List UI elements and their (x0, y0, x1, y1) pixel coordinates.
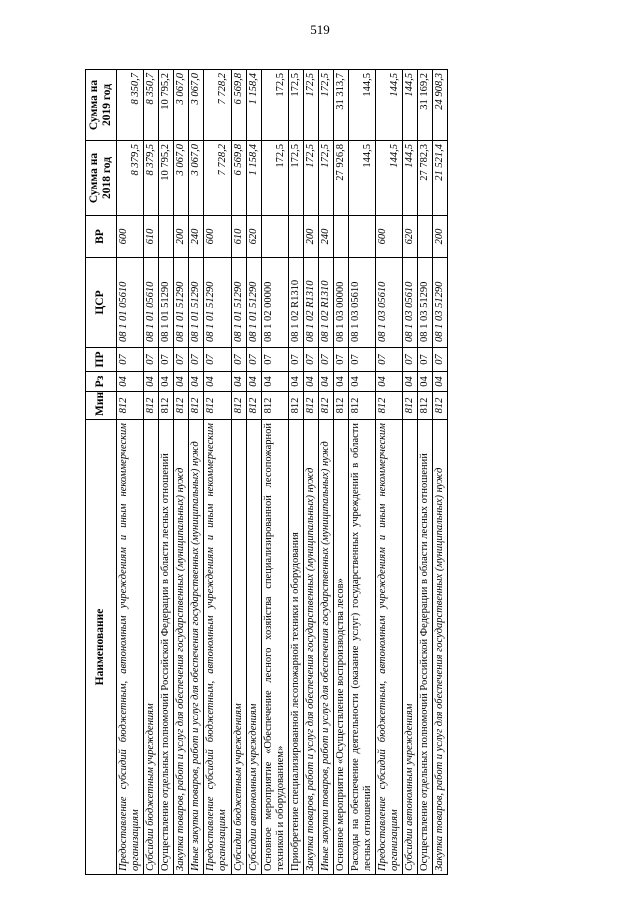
cell-csr: 08 1 02 R1310 (318, 258, 333, 348)
cell-vr: 240 (189, 216, 204, 258)
cell-csr: 08 1 03 51290 (418, 258, 433, 348)
cell-vr (261, 216, 288, 258)
cell-sum-2019: 31 169,2 (418, 70, 433, 141)
header-rz: Рз (86, 372, 117, 392)
table-row (376, 70, 403, 875)
cell-pr: 07 (418, 348, 433, 372)
cell-csr: 08 1 03 51290 (433, 258, 448, 348)
cell-name: Закупка товаров, работ и услуг для обеспечения государственных (муниципальных) нужд (303, 420, 318, 875)
cell-min: 812 (288, 392, 303, 420)
table-row (288, 70, 303, 875)
cell-sum-2018: 7 728,2 (204, 141, 231, 216)
cell-pr: 07 (303, 348, 318, 372)
table-row (333, 70, 348, 875)
cell-sum-2018: 10 795,2 (159, 141, 174, 216)
cell-pr: 07 (376, 348, 403, 372)
cell-sum-2018: 3 067,0 (174, 141, 189, 216)
cell-vr: 620 (403, 216, 418, 258)
cell-csr: 08 1 01 05610 (144, 258, 159, 348)
cell-vr: 240 (318, 216, 333, 258)
cell-sum-2019: 3 067,0 (189, 70, 204, 141)
cell-pr: 07 (261, 348, 288, 372)
cell-rz: 04 (144, 372, 159, 392)
cell-vr: 610 (144, 216, 159, 258)
cell-min: 812 (261, 392, 288, 420)
cell-sum-2018: 144,5 (376, 141, 403, 216)
cell-name: Осуществление отдельных полномочий Российской Федерации в области лесных отношений (159, 420, 174, 875)
cell-sum-2019: 24 908,3 (433, 70, 448, 141)
cell-csr: 08 1 02 R1310 (288, 258, 303, 348)
cell-vr: 600 (376, 216, 403, 258)
cell-rz: 04 (231, 372, 246, 392)
cell-vr (288, 216, 303, 258)
cell-rz: 04 (418, 372, 433, 392)
cell-pr: 07 (159, 348, 174, 372)
cell-name: Субсидии автономным учреждениям (246, 420, 261, 875)
cell-rz: 04 (376, 372, 403, 392)
cell-sum-2019: 6 569,8 (231, 70, 246, 141)
table-row (204, 70, 231, 875)
cell-sum-2019: 3 067,0 (174, 70, 189, 141)
cell-rz: 04 (433, 372, 448, 392)
cell-sum-2019: 8 350,7 (117, 70, 144, 141)
cell-name: Основное мероприятие «Осуществление воспроизводства лесов» (333, 420, 348, 875)
cell-pr: 07 (246, 348, 261, 372)
cell-min: 812 (144, 392, 159, 420)
cell-csr: 08 1 03 05610 (349, 258, 376, 348)
cell-pr: 07 (144, 348, 159, 372)
cell-min: 812 (333, 392, 348, 420)
cell-min: 812 (418, 392, 433, 420)
cell-vr (418, 216, 433, 258)
cell-pr: 07 (174, 348, 189, 372)
cell-vr (349, 216, 376, 258)
cell-sum-2019: 172,5 (318, 70, 333, 141)
cell-vr (159, 216, 174, 258)
table-row (117, 70, 144, 875)
cell-name: Предоставление субсидий бюджетным, автономным учреждениям и иным некоммерческим организациям (117, 420, 144, 875)
cell-sum-2019: 1 158,4 (246, 70, 261, 141)
table-row (246, 70, 261, 875)
cell-sum-2019: 31 313,7 (333, 70, 348, 141)
budget-table (85, 69, 448, 875)
cell-rz: 04 (117, 372, 144, 392)
cell-sum-2019: 7 728,2 (204, 70, 231, 141)
cell-min: 812 (231, 392, 246, 420)
cell-vr (333, 216, 348, 258)
cell-csr: 08 1 01 51290 (159, 258, 174, 348)
rotated-table-container (85, 70, 623, 875)
cell-sum-2018: 8 379,5 (117, 141, 144, 216)
cell-rz: 04 (318, 372, 333, 392)
cell-name: Расходы на обеспечение деятельности (оказание услуг) государственных учреждений в области лесных отношений (349, 420, 376, 875)
cell-rz: 04 (174, 372, 189, 392)
cell-sum-2018: 172,5 (261, 141, 288, 216)
cell-rz: 04 (403, 372, 418, 392)
cell-sum-2019: 8 350,7 (144, 70, 159, 141)
table-row (303, 70, 318, 875)
cell-name: Осуществление отдельных полномочий Российской Федерации в области лесных отношений (418, 420, 433, 875)
cell-pr: 07 (433, 348, 448, 372)
cell-csr: 08 1 03 05610 (376, 258, 403, 348)
cell-name: Предоставление субсидий бюджетным, автономным учреждениям и иным некоммерческим организациям (376, 420, 403, 875)
cell-pr: 07 (204, 348, 231, 372)
cell-sum-2018: 144,5 (403, 141, 418, 216)
cell-vr: 620 (246, 216, 261, 258)
cell-vr: 600 (204, 216, 231, 258)
cell-vr: 600 (117, 216, 144, 258)
cell-min: 812 (403, 392, 418, 420)
table-row (418, 70, 433, 875)
cell-sum-2018: 172,5 (288, 141, 303, 216)
cell-min: 812 (204, 392, 231, 420)
cell-name: Субсидии бюджетным учреждениям (231, 420, 246, 875)
cell-name: Субсидии автономным учреждениям (403, 420, 418, 875)
cell-name: Закупка товаров, работ и услуг для обеспечения государственных (муниципальных) нужд (433, 420, 448, 875)
cell-vr: 610 (231, 216, 246, 258)
table-row (318, 70, 333, 875)
header-name: Наименование (86, 420, 117, 875)
table-row (174, 70, 189, 875)
table-row (261, 70, 288, 875)
table-row (189, 70, 204, 875)
cell-name: Основное мероприятие «Обеспечение лесного хозяйства специализированной лесопожарной техникой и оборудованием» (261, 420, 288, 875)
cell-sum-2018: 3 067,0 (189, 141, 204, 216)
cell-sum-2019: 144,5 (349, 70, 376, 141)
cell-csr: 08 1 01 51290 (174, 258, 189, 348)
cell-min: 812 (433, 392, 448, 420)
cell-pr: 07 (318, 348, 333, 372)
cell-pr: 07 (189, 348, 204, 372)
cell-sum-2018: 8 379,5 (144, 141, 159, 216)
cell-pr: 07 (231, 348, 246, 372)
cell-sum-2018: 172,5 (303, 141, 318, 216)
cell-csr: 08 1 01 51290 (189, 258, 204, 348)
cell-rz: 04 (246, 372, 261, 392)
cell-rz: 04 (159, 372, 174, 392)
cell-min: 812 (318, 392, 333, 420)
cell-sum-2018: 21 521,4 (433, 141, 448, 216)
cell-sum-2018: 27 782,3 (418, 141, 433, 216)
cell-rz: 04 (189, 372, 204, 392)
cell-min: 812 (246, 392, 261, 420)
cell-pr: 07 (117, 348, 144, 372)
cell-name: Иные закупки товаров, работ и услуг для обеспечения государственных (муниципальных) нужд (318, 420, 333, 875)
cell-rz: 04 (204, 372, 231, 392)
page-number: 519 (310, 22, 330, 37)
cell-csr: 08 1 01 51290 (204, 258, 231, 348)
cell-min: 812 (376, 392, 403, 420)
cell-rz: 04 (333, 372, 348, 392)
table-row (433, 70, 448, 875)
cell-sum-2019: 172,5 (261, 70, 288, 141)
table-body (117, 70, 448, 875)
table-header-row (86, 70, 117, 875)
cell-sum-2018: 144,5 (349, 141, 376, 216)
cell-name: Приобретение специализированной лесопожарной техники и оборудования (288, 420, 303, 875)
cell-csr: 08 1 01 51290 (246, 258, 261, 348)
table-row (403, 70, 418, 875)
table-row (159, 70, 174, 875)
cell-csr: 08 1 02 R1310 (303, 258, 318, 348)
cell-csr: 08 1 01 05610 (117, 258, 144, 348)
cell-vr: 200 (303, 216, 318, 258)
cell-rz: 04 (349, 372, 376, 392)
cell-min: 812 (117, 392, 144, 420)
cell-sum-2018: 27 926,8 (333, 141, 348, 216)
cell-sum-2019: 144,5 (403, 70, 418, 141)
cell-name: Предоставление субсидий бюджетным, автономным учреждениям и иным некоммерческим организациям (204, 420, 231, 875)
table-row (231, 70, 246, 875)
cell-rz: 04 (288, 372, 303, 392)
header-vr: ВР (86, 216, 117, 258)
cell-min: 812 (303, 392, 318, 420)
cell-name: Субсидии бюджетным учреждениям (144, 420, 159, 875)
cell-vr: 200 (174, 216, 189, 258)
cell-pr: 07 (288, 348, 303, 372)
cell-csr: 08 1 02 00000 (261, 258, 288, 348)
cell-vr: 200 (433, 216, 448, 258)
cell-pr: 07 (333, 348, 348, 372)
header-csr: ЦСР (86, 258, 117, 348)
cell-sum-2019: 10 795,2 (159, 70, 174, 141)
cell-pr: 07 (403, 348, 418, 372)
cell-sum-2019: 172,5 (288, 70, 303, 141)
cell-min: 812 (189, 392, 204, 420)
cell-pr: 07 (349, 348, 376, 372)
cell-csr: 08 1 01 51290 (231, 258, 246, 348)
cell-sum-2019: 144,5 (376, 70, 403, 141)
cell-min: 812 (349, 392, 376, 420)
header-sum-2018: Сумма на 2018 год (86, 141, 117, 216)
cell-rz: 04 (303, 372, 318, 392)
cell-rz: 04 (261, 372, 288, 392)
cell-sum-2018: 172,5 (318, 141, 333, 216)
cell-sum-2018: 6 569,8 (231, 141, 246, 216)
cell-sum-2019: 172,5 (303, 70, 318, 141)
header-sum-2019: Сумма на 2019 год (86, 70, 117, 141)
cell-sum-2018: 1 158,4 (246, 141, 261, 216)
table-row (349, 70, 376, 875)
cell-csr: 08 1 03 05610 (403, 258, 418, 348)
header-min: Мин (86, 392, 117, 420)
table-row (144, 70, 159, 875)
header-pr: ПР (86, 348, 117, 372)
cell-min: 812 (174, 392, 189, 420)
cell-name: Закупка товаров, работ и услуг для обеспечения государственных (муниципальных) нужд (174, 420, 189, 875)
cell-min: 812 (159, 392, 174, 420)
cell-name: Иные закупки товаров, работ и услуг для обеспечения государственных (муниципальных) нужд (189, 420, 204, 875)
cell-csr: 08 1 03 00000 (333, 258, 348, 348)
